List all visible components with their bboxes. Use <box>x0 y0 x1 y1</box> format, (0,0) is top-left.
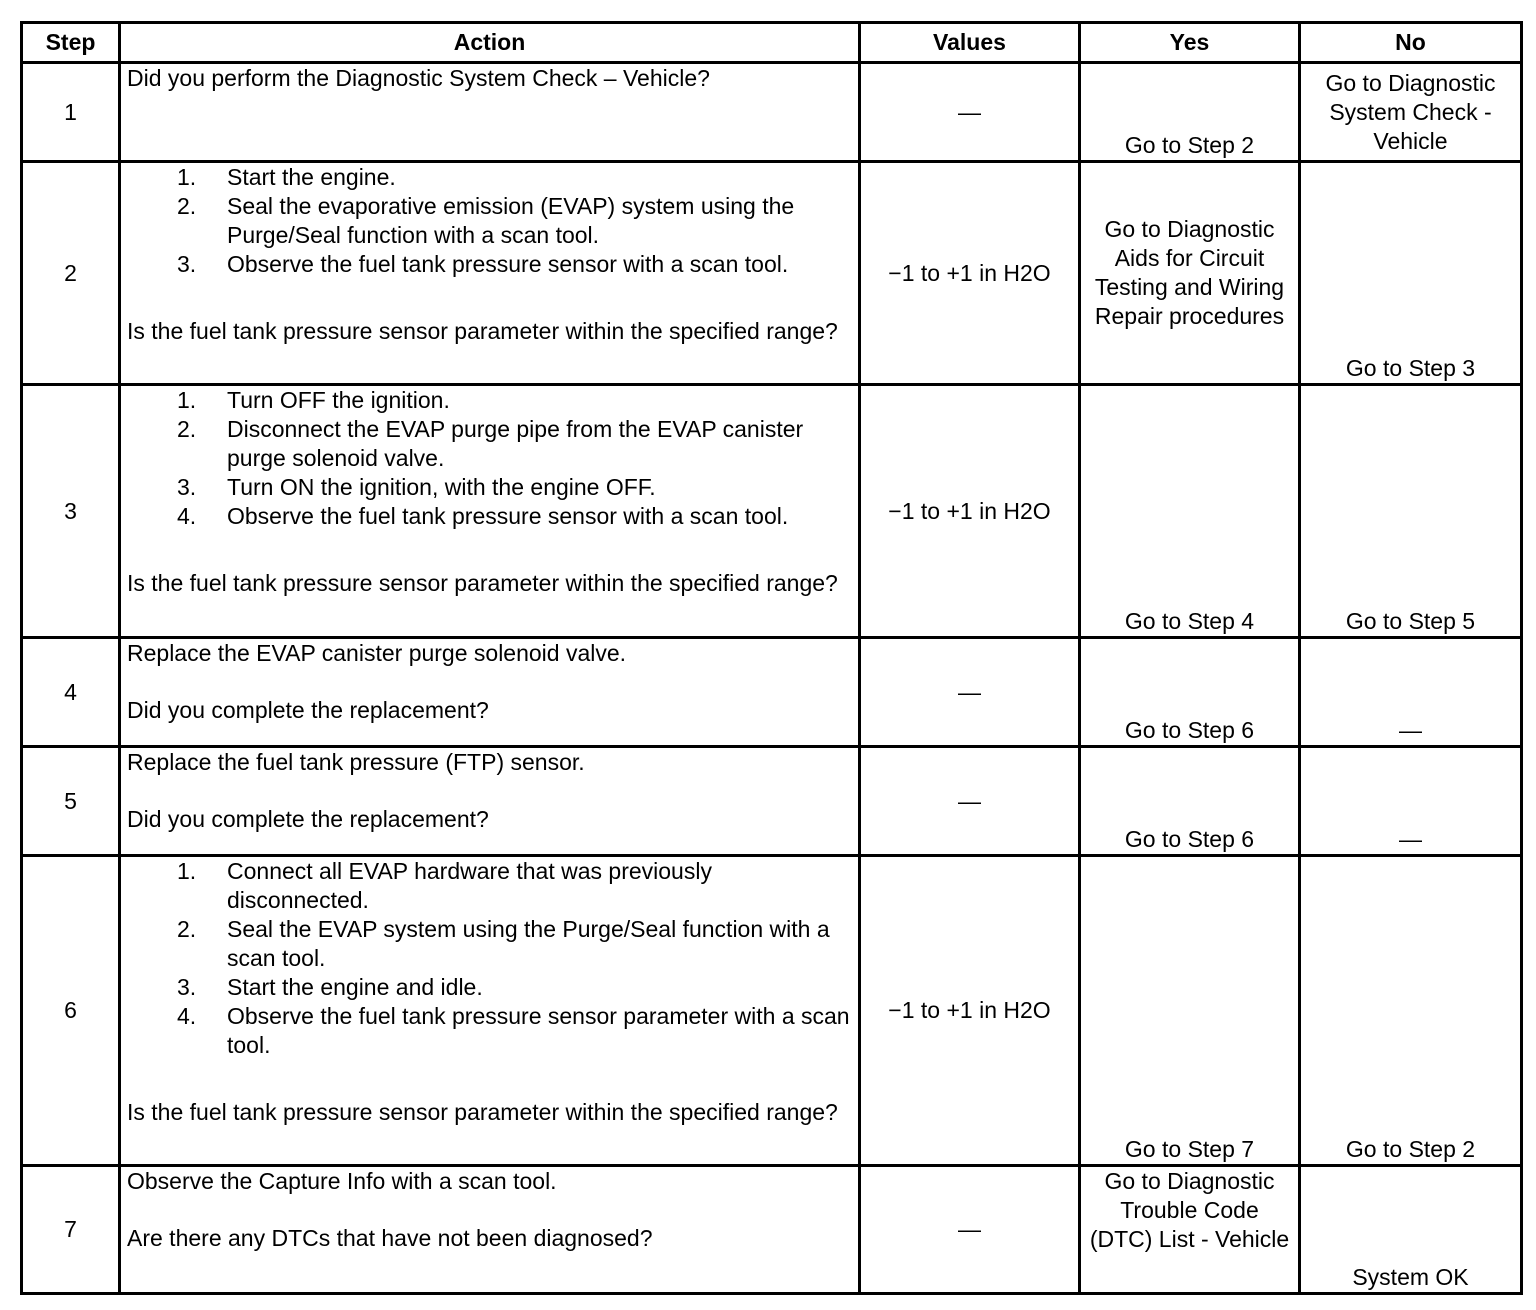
action-text: Did you perform the Diagnostic System Check – Vehicle? <box>127 65 710 91</box>
table-row <box>22 747 1522 856</box>
table-row <box>22 638 1522 747</box>
list-item: 1. Connect all EVAP hardware that was previously disconnected. <box>177 858 712 913</box>
yes-cell: Go to Diagnostic Aids for Circuit Testing and Wiring Repair procedures <box>1080 162 1300 385</box>
table-row <box>22 385 1522 638</box>
question-text: Is the fuel tank pressure sensor parameter within the specified range? <box>127 570 838 596</box>
list-item: 2. Seal the EVAP system using the Purge/Seal function with a scan tool. <box>177 916 830 971</box>
values-cell: — <box>860 63 1080 162</box>
values-cell: — <box>860 747 1080 856</box>
header-action: Action <box>120 23 860 63</box>
header-values: Values <box>860 23 1080 63</box>
question-text: Are there any DTCs that have not been diagnosed? <box>127 1225 653 1251</box>
list-item: 3. Observe the fuel tank pressure sensor with a scan tool. <box>177 251 789 277</box>
list-item: 2. Disconnect the EVAP purge pipe from the EVAP canister purge solenoid valve. <box>177 416 804 471</box>
values-cell: — <box>860 1166 1080 1294</box>
step-number: 3 <box>22 385 120 638</box>
header-yes: Yes <box>1080 23 1300 63</box>
table-row <box>22 1166 1522 1294</box>
step-number: 6 <box>22 856 120 1166</box>
header-step: Step <box>22 23 120 63</box>
no-cell: Go to Step 3 <box>1300 162 1522 385</box>
action-cell <box>120 63 860 162</box>
no-cell: — <box>1300 747 1522 856</box>
values-cell: — <box>860 638 1080 747</box>
list-item: 4. Observe the fuel tank pressure sensor parameter with a scan tool. <box>177 1003 850 1058</box>
substep-list <box>127 857 852 1060</box>
table-row <box>22 856 1522 1166</box>
diagnostic-table <box>20 21 1523 1295</box>
header-no: No <box>1300 23 1522 63</box>
no-cell: Go to Step 2 <box>1300 856 1522 1166</box>
step-number: 7 <box>22 1166 120 1294</box>
action-text: Observe the Capture Info with a scan tool. <box>127 1168 557 1194</box>
values-cell: −1 to +1 in H2O <box>860 162 1080 385</box>
no-cell: Go to Step 5 <box>1300 385 1522 638</box>
values-cell: −1 to +1 in H2O <box>860 385 1080 638</box>
yes-cell: Go to Diagnostic Trouble Code (DTC) List - Vehicle <box>1080 1166 1300 1294</box>
values-cell: −1 to +1 in H2O <box>860 856 1080 1166</box>
question-text: Did you complete the replacement? <box>127 697 489 723</box>
question-text: Is the fuel tank pressure sensor parameter within the specified range? <box>127 318 838 344</box>
yes-cell: Go to Step 7 <box>1080 856 1300 1166</box>
no-cell: — <box>1300 638 1522 747</box>
action-cell <box>120 385 860 638</box>
list-item: 3. Turn ON the ignition, with the engine OFF. <box>177 474 656 500</box>
no-cell: Go to Diagnostic System Check - Vehicle <box>1300 63 1522 162</box>
step-number: 2 <box>22 162 120 385</box>
no-cell: System OK <box>1300 1166 1522 1294</box>
list-item: 1. Start the engine. <box>177 164 396 190</box>
action-cell <box>120 856 860 1166</box>
question-text: Is the fuel tank pressure sensor parameter within the specified range? <box>127 1099 838 1125</box>
yes-cell: Go to Step 4 <box>1080 385 1300 638</box>
table-row <box>22 63 1522 162</box>
step-number: 5 <box>22 747 120 856</box>
step-number: 4 <box>22 638 120 747</box>
header-row <box>22 23 1522 63</box>
question-text: Did you complete the replacement? <box>127 806 489 832</box>
action-cell <box>120 1166 860 1294</box>
yes-cell: Go to Step 6 <box>1080 747 1300 856</box>
action-text: Replace the fuel tank pressure (FTP) sensor. <box>127 749 585 775</box>
list-item: 4. Observe the fuel tank pressure sensor with a scan tool. <box>177 503 789 529</box>
yes-cell: Go to Step 6 <box>1080 638 1300 747</box>
step-number: 1 <box>22 63 120 162</box>
list-item: 1. Turn OFF the ignition. <box>177 387 450 413</box>
substep-list <box>127 163 852 279</box>
table-row <box>22 162 1522 385</box>
yes-cell: Go to Step 2 <box>1080 63 1300 162</box>
action-cell <box>120 162 860 385</box>
action-cell <box>120 638 860 747</box>
list-item: 2. Seal the evaporative emission (EVAP) system using the Purge/Seal function with a scan tool. <box>177 193 795 248</box>
substep-list <box>127 386 852 531</box>
list-item: 3. Start the engine and idle. <box>177 974 483 1000</box>
action-text: Replace the EVAP canister purge solenoid valve. <box>127 640 627 666</box>
action-cell <box>120 747 860 856</box>
